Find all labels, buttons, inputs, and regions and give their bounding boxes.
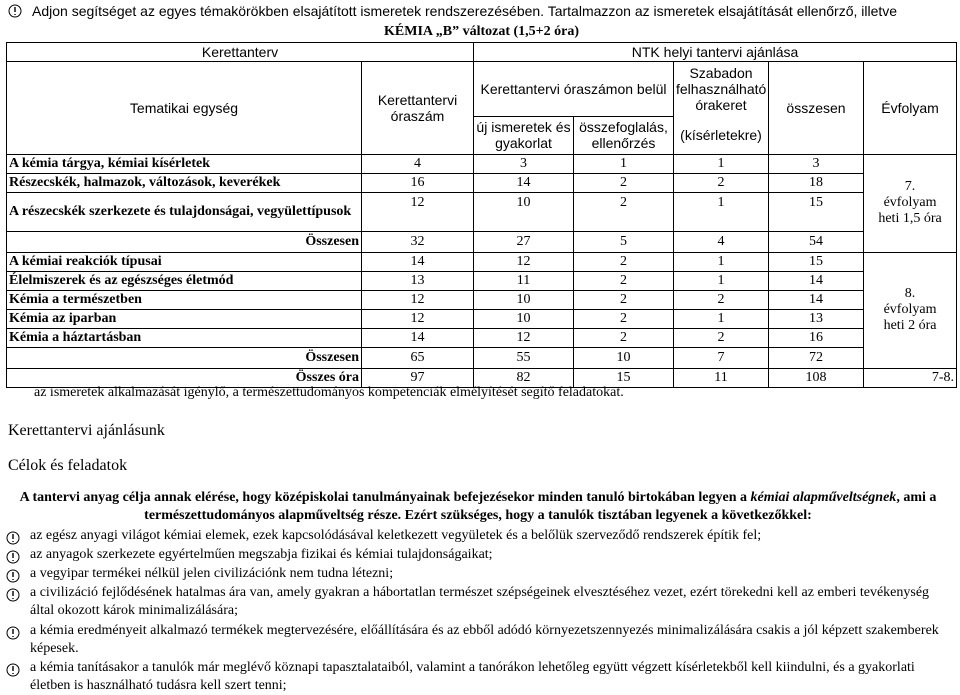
row-name: Részecskék, halmazok, változások, keverékek xyxy=(7,173,362,192)
row-name: Kémia a természetben xyxy=(7,290,362,309)
header-kerettanterv: Kerettanterv xyxy=(7,42,474,61)
row-name: A kémiai reakciók típusai xyxy=(7,252,362,271)
col-uj-ismeretek: új ismeretek és gyakorlat xyxy=(474,116,574,154)
cell-k: 12 xyxy=(362,192,474,231)
cell-t: 14 xyxy=(769,271,864,290)
cell-u: 12 xyxy=(474,328,574,347)
pointing-hand-icon xyxy=(6,550,20,564)
cell-u: 14 xyxy=(474,173,574,192)
row-name: Kémia a háztartásban xyxy=(7,328,362,347)
col-tematikai-egyseg: Tematikai egység xyxy=(7,61,362,154)
list-item xyxy=(30,622,948,658)
cell-k: 4 xyxy=(362,154,474,173)
cell-u: 55 xyxy=(474,347,574,368)
cell-t: 14 xyxy=(769,290,864,309)
row-name: A kémia tárgya, kémiai kísérletek xyxy=(7,154,362,173)
cell-s: 7 xyxy=(674,347,769,368)
cell-o: 2 xyxy=(574,173,674,192)
table-row xyxy=(7,290,957,309)
cell-o: 15 xyxy=(574,368,674,387)
evfolyam-7-num: 7. xyxy=(904,179,916,194)
cell-o: 2 xyxy=(574,192,674,231)
cell-o: 1 xyxy=(574,154,674,173)
row-name: Kémia az iparban xyxy=(7,309,362,328)
table-row xyxy=(7,192,957,231)
cell-o: 2 xyxy=(574,271,674,290)
intro-bold-1: A tantervi anyag célja annak elérése, hogy középiskolai tanulmányainak befejezésekor minden tanuló birtokában legyen a xyxy=(19,490,751,505)
table-row xyxy=(7,328,957,347)
row-name: Élelmiszerek és az egészséges életmód xyxy=(7,271,362,290)
sum-row-8 xyxy=(7,347,957,368)
evfolyam-8-cell xyxy=(864,252,957,368)
cell-s: 2 xyxy=(674,328,769,347)
evfolyam-7-hours: heti 1,5 óra xyxy=(878,211,942,226)
cell-k: 13 xyxy=(362,271,474,290)
list-item-text: az egész anyagi világot kémiai elemek, ezek kapcsolódásával keletkezett vegyületek és a belőlük szerveződő rendszerek építik fel; xyxy=(30,528,762,543)
cell-t: 72 xyxy=(769,347,864,368)
cell-t: 15 xyxy=(769,252,864,271)
table-row xyxy=(7,252,957,271)
intro-paragraph xyxy=(8,489,948,525)
cell-s: 11 xyxy=(674,368,769,387)
cell-u: 11 xyxy=(474,271,574,290)
cell-u: 27 xyxy=(474,231,574,252)
pointing-hand-icon xyxy=(8,4,22,18)
list-item-text: a civilizáció fejlődésének hatalmas ára van, amely gyakran a hábortatlan természet szépségeinek elvesztéséhez vezet, ezért törekedni kell az emberi tevékenység által okozott károk minimalizálására; xyxy=(30,585,930,618)
intro-text: Adjon segítséget az egyes témakörökben elsajátított ismeretek rendszerezésében. Tartalmazzon az ismeretek elsajátítását ellenőrző, illetve xyxy=(32,3,898,19)
cell-k: 12 xyxy=(362,309,474,328)
list-item-text: a kémia eredményeit alkalmazó termékek megtervezésére, előállítására és az ebből adódó környezetszennyezés minimalizálására csakis a jól képzett szakemberek képesek. xyxy=(30,623,939,656)
sum-label: Összesen xyxy=(7,347,362,368)
cell-s: 1 xyxy=(674,309,769,328)
cell-s: 2 xyxy=(674,290,769,309)
pointing-hand-icon xyxy=(6,626,20,640)
pointing-hand-icon xyxy=(6,531,20,545)
cell-k: 65 xyxy=(362,347,474,368)
cell-s: 2 xyxy=(674,173,769,192)
intro-italic: kémiai alapműveltségnek xyxy=(750,490,897,505)
col-szabadon: Szabadon felhasználható órakeret xyxy=(674,61,769,116)
cell-t: 108 xyxy=(769,368,864,387)
heading-celok-feladatok: Célok és feladatok xyxy=(8,457,128,474)
cell-u: 12 xyxy=(474,252,574,271)
pointing-hand-icon xyxy=(6,588,20,602)
cell-k: 32 xyxy=(362,231,474,252)
col-osszesen: összesen xyxy=(769,61,864,154)
intro-bold-2: , ami a természettudományos alapműveltség része. Ezért szükséges, hogy a tanulók tisztában legyenek a következőkkel: xyxy=(144,490,937,523)
evfolyam-8-label: évfolyam xyxy=(883,302,937,317)
cell-k: 12 xyxy=(362,290,474,309)
intro-bullet-line xyxy=(8,2,897,20)
pointing-hand-icon xyxy=(6,663,20,677)
cell-u: 82 xyxy=(474,368,574,387)
evfolyam-8-num: 8. xyxy=(904,286,916,301)
sum-label: Összesen xyxy=(7,231,362,252)
col-kerettantervi-oraszam: Kerettantervi óraszám xyxy=(362,61,474,154)
list-item xyxy=(30,565,948,583)
header-ntk: NTK helyi tantervi ajánlása xyxy=(474,42,957,61)
col-osszefoglalas: összefoglalás, ellenőrzés xyxy=(574,116,674,154)
evfolyam-7-cell xyxy=(864,154,957,252)
table-row xyxy=(7,154,957,173)
cell-s: 1 xyxy=(674,252,769,271)
cell-k: 14 xyxy=(362,328,474,347)
list-item xyxy=(30,527,948,545)
row-name: A részecskék szerkezete és tulajdonságai, vegyülettípusok xyxy=(7,192,362,231)
table-row xyxy=(7,271,957,290)
cell-u: 10 xyxy=(474,309,574,328)
cell-o: 5 xyxy=(574,231,674,252)
table-title: KÉMIA „B” változat (1,5+2 óra) xyxy=(7,23,957,42)
list-item-text: az anyagok szerkezete egyértelműen megszabja fizikai és kémiai tulajdonságaikat; xyxy=(30,547,493,562)
col-evfolyam: Évfolyam xyxy=(864,61,957,154)
cell-t: 3 xyxy=(769,154,864,173)
cell-s: 4 xyxy=(674,231,769,252)
cell-s: 1 xyxy=(674,271,769,290)
heading-kerettantervi-ajanlas: Kerettantervi ajánlásunk xyxy=(8,422,165,439)
evfolyam-8-hours: heti 2 óra xyxy=(883,318,937,333)
after-table-text: az ismeretek alkalmazását igénylő, a természettudományos kompetenciák elmélyítését segítő feladatokat. xyxy=(34,385,624,400)
cell-k: 16 xyxy=(362,173,474,192)
cell-k: 97 xyxy=(362,368,474,387)
list-item-text: a kémia tanításakor a tanulók már meglévő köznapi tapasztalataiból, valamint a tanórákon lehetőleg együtt végzett kísérletekből kell kiindulni, és a gyakorlati életben is használható tudásra kell szert tenni; xyxy=(30,660,915,693)
cell-t: 15 xyxy=(769,192,864,231)
cell-t: 16 xyxy=(769,328,864,347)
col-kiserletekre: (kísérletekre) xyxy=(674,116,769,154)
col-oraszamon-belul: Kerettantervi óraszámon belül xyxy=(474,61,674,116)
curriculum-table xyxy=(6,23,957,388)
cell-u: 3 xyxy=(474,154,574,173)
cell-o: 10 xyxy=(574,347,674,368)
total-label: Összes óra xyxy=(7,368,362,387)
cell-t: 54 xyxy=(769,231,864,252)
list-item xyxy=(30,584,948,620)
cell-s: 1 xyxy=(674,154,769,173)
cell-u: 10 xyxy=(474,192,574,231)
list-item xyxy=(30,659,948,695)
table-row xyxy=(7,309,957,328)
evfolyam-7-label: évfolyam xyxy=(883,195,937,210)
cell-u: 10 xyxy=(474,290,574,309)
total-evfolyam: 7-8. xyxy=(864,368,957,387)
list-item xyxy=(30,546,948,564)
cell-k: 14 xyxy=(362,252,474,271)
pointing-hand-icon xyxy=(6,569,20,583)
cell-o: 2 xyxy=(574,252,674,271)
cell-t: 18 xyxy=(769,173,864,192)
list-item-text: a vegyipar termékei nélkül jelen civilizációnk nem tudna létezni; xyxy=(30,566,394,581)
cell-s: 1 xyxy=(674,192,769,231)
cell-t: 13 xyxy=(769,309,864,328)
sum-row-7 xyxy=(7,231,957,252)
cell-o: 2 xyxy=(574,290,674,309)
cell-o: 2 xyxy=(574,309,674,328)
cell-o: 2 xyxy=(574,328,674,347)
table-row xyxy=(7,173,957,192)
